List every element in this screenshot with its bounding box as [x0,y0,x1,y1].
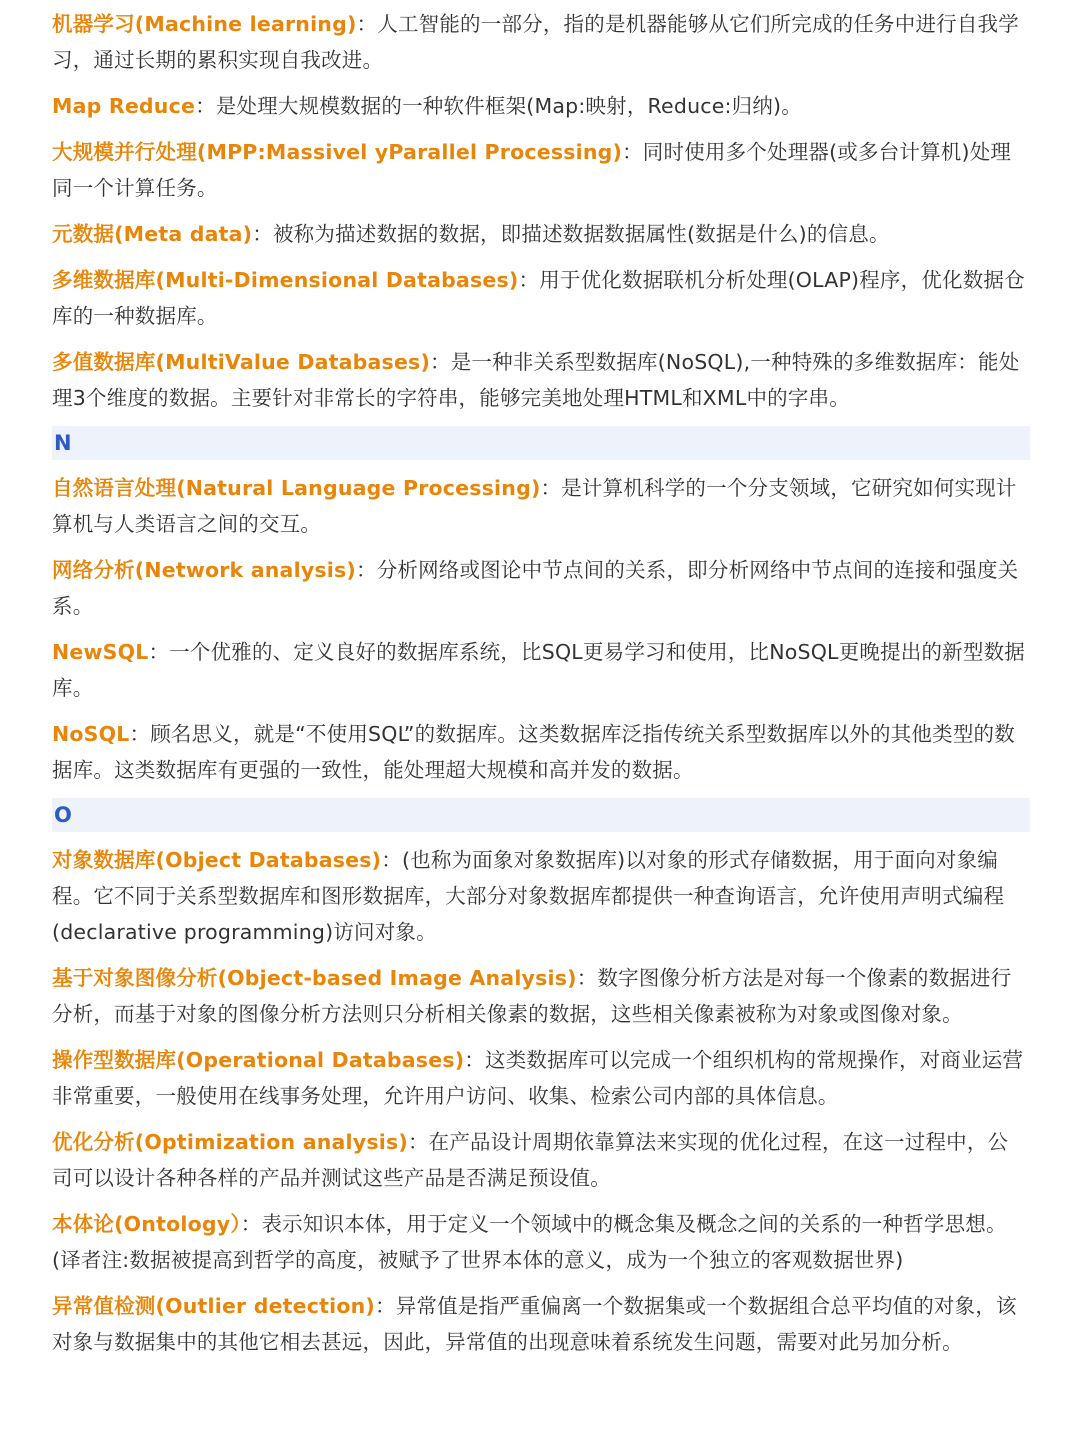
entry-separator: ： [195,94,216,118]
entry-separator: ： [148,640,170,664]
entry-term: 优化分析(Optimization analysis) [52,1130,408,1154]
entry-separator: ： [407,1130,429,1154]
entry-definition: 同时使用多个处理器(或多台计算机)处理同一个计算任务。 [52,140,1012,200]
entry-term: 异常值检测(Outlier detection) [52,1294,376,1318]
glossary-entry-meta-data [52,216,1028,252]
entry-definition: 数字图像分析方法是对每一个像素的数据进行分析，而基于对象的图像分析方法则只分析相关像素的数据，这些相关像素被称为对象或图像对象。 [52,966,1012,1026]
entry-definition: 用于优化数据联机分析处理(OLAP)程序，优化数据仓库的一种数据库。 [52,268,1025,328]
entry-separator: ： [622,140,643,164]
section-header-n: N [52,426,1030,460]
entry-term: 操作型数据库(Operational Databases) [52,1048,465,1072]
entry-definition: 是一种非关系型数据库(NoSQL),一种特殊的多维数据库：能处理3个维度的数据。主要针对非常长的字符串，能够完美地处理HTML和XML中的字串。 [52,350,1020,410]
entry-term: NewSQL [52,640,149,664]
entry-separator: ： [430,350,451,374]
glossary-entry-mpp [52,134,1028,206]
entry-term: 对象数据库(Object Databases) [52,848,382,872]
entry-separator: ： [240,1212,262,1236]
entry-term: NoSQL [52,722,130,746]
entry-definition: 分析网络或图论中节点间的关系，即分析网络中节点间的连接和强度关系。 [52,558,1019,618]
glossary-entry-object-image-analysis [52,960,1028,1032]
entry-separator: ： [356,12,378,36]
glossary-entry-multivalue-db [52,344,1028,416]
glossary-entry-newsql [52,634,1028,706]
entry-separator: ： [129,722,151,746]
glossary-entry-nosql [52,716,1028,788]
entry-definition: 是计算机科学的一个分支领域，它研究如何实现计算机与人类语言之间的交互。 [52,476,1017,536]
entry-separator: ： [576,966,598,990]
glossary-entry-multidimensional-db [52,262,1028,334]
entry-term: 大规模并行处理(MPP:Massivel yParallel Processing) [52,140,623,164]
entry-separator: ： [375,1294,396,1318]
glossary-entry-nlp [52,470,1028,542]
entry-separator: ： [540,476,562,500]
entry-definition: 异常值是指严重偏离一个数据集或一个数据组合总平均值的对象，该对象与数据集中的其他它相去甚远，因此，异常值的出现意味着系统发生问题，需要对此另加分析。 [52,1294,1017,1354]
entry-definition: 是处理大规模数据的一种软件框架(Map:映射，Reduce:归纳)。 [215,94,802,118]
entry-separator: ： [518,268,540,292]
section-header-o: O [52,798,1030,832]
entry-term: Map Reduce [52,94,196,118]
glossary-document [52,6,1028,1370]
entry-separator: ： [464,1048,485,1072]
entry-term: 基于对象图像分析(Object-based Image Analysis) [52,966,577,990]
entry-definition: (也称为面象对象数据库)以对象的形式存储数据，用于面向对象编程。它不同于关系型数据库和图形数据库，大部分对象数据库都提供一种查询语言，允许使用声明式编程(declarative programming)访问对象。 [52,848,1005,944]
glossary-entry-machine-learning [52,6,1028,78]
entry-term: 自然语言处理(Natural Language Processing) [52,476,541,500]
entry-term: 网络分析(Network analysis) [52,558,356,582]
entry-definition: 这类数据库可以完成一个组织机构的常规操作，对商业运营非常重要，一般使用在线事务处理，允许用户访问、收集、检索公司内部的具体信息。 [52,1048,1024,1108]
entry-definition: 顾名思义，就是“不使用SQL”的数据库。这类数据库泛指传统关系型数据库以外的其他类型的数据库。这类数据库有更强的一致性，能处理超大规模和高并发的数据。 [52,722,1015,782]
glossary-entry-outlier-detection [52,1288,1028,1360]
glossary-entry-map-reduce [52,88,1028,124]
glossary-entry-operational-databases [52,1042,1028,1114]
glossary-entry-network-analysis [52,552,1028,624]
glossary-entry-optimization-analysis [52,1124,1028,1196]
entry-term: 多维数据库(Multi-Dimensional Databases) [52,268,519,292]
entry-term: 元数据(Meta data) [52,222,253,246]
entry-separator: ： [355,558,377,582]
glossary-entry-object-databases [52,842,1028,950]
entry-term: 本体论(Ontology） [52,1212,241,1236]
entry-definition: 被称为描述数据的数据，即描述数据数据属性(数据是什么)的信息。 [272,222,890,246]
entry-separator: ： [381,848,402,872]
entry-definition: 在产品设计周期依靠算法来实现的优化过程，在这一过程中，公司可以设计各种各样的产品并测试这些产品是否满足预设值。 [52,1130,1009,1190]
entry-definition: 表示知识本体，用于定义一个领域中的概念集及概念之间的关系的一种哲学思想。(译者注:数据被提高到哲学的高度，被赋予了世界本体的意义，成为一个独立的客观数据世界) [52,1212,1007,1272]
entry-term: 机器学习(Machine learning) [52,12,357,36]
entry-separator: ： [252,222,273,246]
entry-definition: 人工智能的一部分，指的是机器能够从它们所完成的任务中进行自我学习，通过长期的累积实现自我改进。 [52,12,1019,72]
entry-term: 多值数据库(MultiValue Databases) [52,350,431,374]
glossary-entry-ontology [52,1206,1028,1278]
entry-definition: 一个优雅的、定义良好的数据库系统，比SQL更易学习和使用，比NoSQL更晚提出的新型数据库。 [52,640,1025,700]
